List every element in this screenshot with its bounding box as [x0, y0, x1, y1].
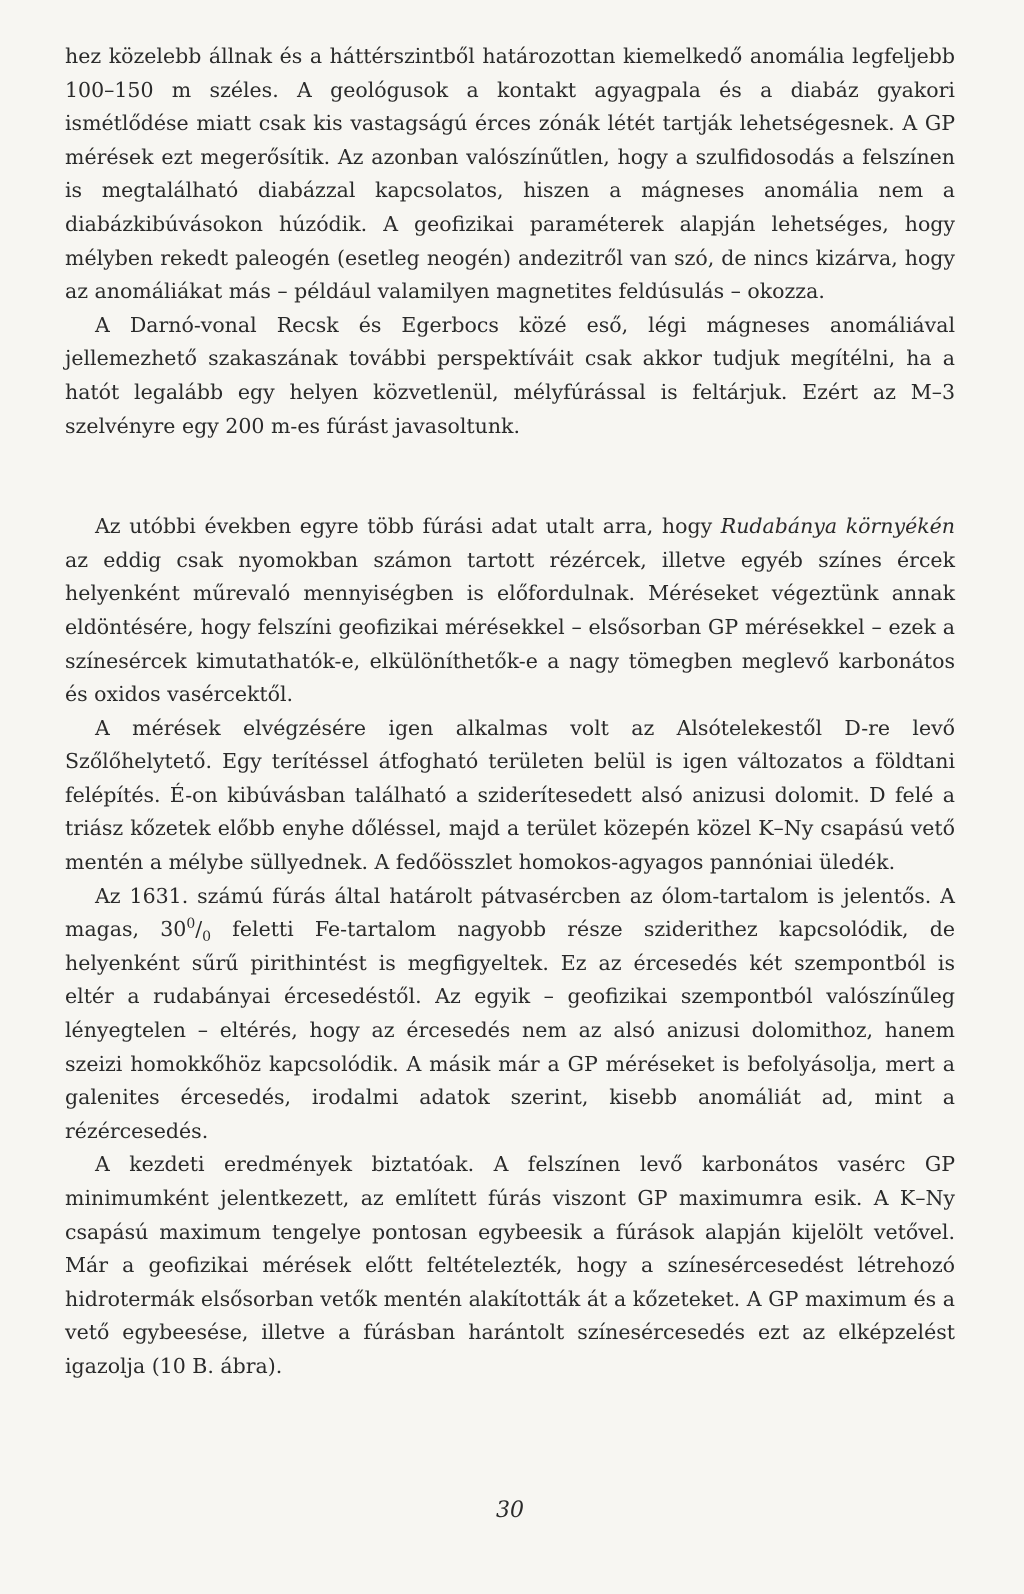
section-gap — [65, 443, 955, 510]
document-page — [65, 40, 955, 1580]
paragraph: A mérések elvégzésére igen alkalmas volt az Alsótelekestől D-re levő Szőlőhelytető. Egy terítéssel átfogható területen belül is igen változatos a földtani felépítés. É-on kibúvásban található a sziderítesedett alsó anizusi dolomit. D felé a triász kőzetek előbb enyhe dőléssel, majd a terület közepén közel K–Ny csapású vető mentén a mélybe süllyednek. A fedőösszlet homokos-agyagos pannóniai üledék. — [65, 715, 955, 875]
percent-sign-bottom: 0 — [202, 929, 212, 946]
paragraph-text: Az 1631. számú fúrás által határolt pátvasércben az ólom-tartalom is jelentős. A magas, 30 — [65, 883, 955, 942]
page-number: 30 — [496, 1498, 524, 1523]
paragraph-text: Az utóbbi években egyre több fúrási adat utalt arra, hogy — [95, 514, 721, 539]
paragraph-text: feletti Fe-tartalom nagyobb része sziderithez kapcsolódik, de helyenként sűrű pirithintést is megfigyeltek. Ez az ércesedés két szempontból is eltér a rudabányai ércesedéstől. Az egyik – geofizikai szempontból valószínűleg lényegtelen – eltérés, hogy az ércesedés nem az alsó anizusi dolomithoz, hanem szeizi homokkőhöz kapcsolódik. A másik már a GP méréseket is befolyásolja, mert a galenites ércesedés, irodalmi adatok szerint, kisebb anomáliát ad, mint a rézércesedés. — [65, 917, 955, 1143]
paragraph: A Darnó-vonal Recsk és Egerbocs közé eső, légi mágneses anomáliával jellemezhető szakaszának további perspektíváit csak akkor tudjuk megítélni, ha a hatót legalább egy helyen közvetlenül, mélyfúrással is feltárjuk. Ezért az M–3 szelvényre egy 200 m-es fúrást javasoltunk. — [65, 312, 955, 438]
paragraph: A kezdeti eredmények biztatóak. A felszínen levő karbonátos vasérc GP minimumként jelentkezett, az említett fúrás viszont GP maximumra esik. A K–Ny csapású maximum tengelye pontosan egybeesik a fúrások alapján kijelölt vetővel. Már a geofizikai mérések előtt feltételezték, hogy a színesércesedést létrehozó hidrotermák elsősorban vetők mentén alakították át a kőzeteket. A GP maximum és a vető egybeesése, illetve a fúrásban harántolt színesércesedés ezt az elképzelést igazolja (10 B. ábra). — [65, 1152, 955, 1378]
paragraph — [65, 510, 955, 712]
paragraph-text: az eddig csak nyomokban számon tartott rézércek, illetve egyéb színes ércek helyenként műrevaló mennyiségben is előfordulnak. Méréseket végeztünk annak eldöntésére, hogy felszíni geofizikai mérésekkel – elsősorban GP mérésekkel – ezek a színesércek kimutathatók-e, elkülöníthetők-e a nagy tömegben meglevő karbonátos és oxidos vasércektől. — [65, 547, 955, 707]
italic-place-name: Rudabánya környékén — [720, 514, 955, 539]
paragraph — [65, 880, 955, 1149]
percent-sign-slash: / — [195, 917, 203, 942]
paragraph: hez közelebb állnak és a háttérszintből határozottan kiemelkedő anomália legfeljebb 100–150 m széles. A geológusok a kontakt agyagpala és a diabáz gyakori ismétlődése miatt csak kis vastagságú érces zónák létét tartják lehetségesnek. A GP mérések ezt megerősítik. Az azonban valószínűtlen, hogy a szulfidosodás a felszínen is megtalálható diabázzal kapcsolatos, hiszen a mágneses anomália nem a diabázkibúvásokon húzódik. A geofizikai paraméterek alapján lehetséges, hogy mélyben rekedt paleogén (esetleg neogén) andezitről van szó, de nincs kizárva, hogy az anomáliákat más – például valamilyen magnetites feldúsulás – okozza. — [65, 44, 955, 304]
percent-sign-top: 0 — [186, 916, 196, 933]
